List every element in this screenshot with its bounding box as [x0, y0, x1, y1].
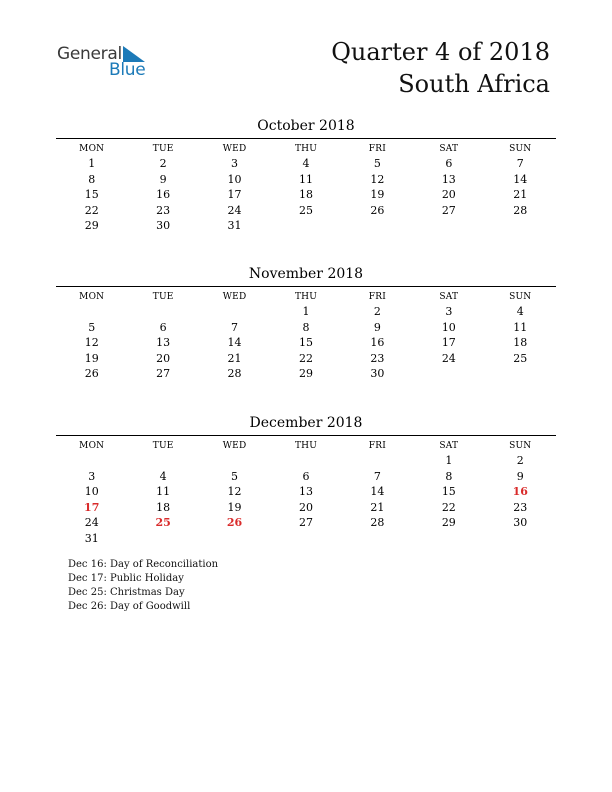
weekday-label: SUN: [509, 291, 532, 302]
day-grid: [56, 453, 556, 547]
day-cell: 4: [516, 305, 524, 318]
weekday-label: FRI: [368, 143, 386, 154]
day-cell: 2: [516, 454, 524, 467]
day-cell: 9: [159, 172, 167, 186]
day-cell: 26: [84, 367, 99, 381]
day-cell: 7: [231, 320, 239, 334]
day-cell: 11: [298, 172, 313, 186]
day-cell: 25: [513, 351, 528, 365]
weekday-label: SUN: [509, 143, 532, 154]
day-cell: 21: [227, 351, 242, 365]
empty-cell: [413, 218, 484, 234]
day-cell: 17: [227, 188, 242, 202]
day-cell: 9: [373, 320, 381, 334]
country-name: South Africa: [398, 70, 550, 98]
day-cell: 12: [370, 172, 385, 186]
day-cell: 3: [231, 157, 239, 170]
weekday-label: THU: [294, 291, 317, 302]
day-cell: 22: [441, 500, 456, 514]
weekday-label: TUE: [152, 440, 174, 451]
day-cell: 15: [441, 485, 456, 499]
weekday-label: TUE: [152, 143, 174, 154]
day-cell: 14: [370, 485, 385, 499]
day-cell: 5: [231, 469, 239, 483]
day-cell: 15: [298, 336, 313, 350]
day-grid: [56, 156, 556, 234]
weekday-label: WED: [222, 291, 247, 302]
logo-text-general: General: [57, 44, 122, 64]
empty-cell: [413, 531, 484, 547]
page-header: [331, 36, 550, 100]
day-cell: 13: [156, 336, 171, 350]
day-cell: 7: [373, 469, 381, 483]
day-cell: 25: [155, 516, 171, 530]
day-cell: 8: [88, 172, 96, 186]
day-cell: 7: [516, 157, 524, 170]
weekday-label: THU: [294, 440, 317, 451]
day-cell: 4: [159, 469, 167, 483]
day-cell: 21: [513, 188, 528, 202]
day-cell: 22: [298, 351, 313, 365]
day-cell: 30: [513, 516, 528, 530]
day-cell: 24: [441, 351, 456, 365]
day-cell: 16: [512, 485, 528, 499]
day-cell: 2: [373, 305, 381, 318]
empty-cell: [413, 366, 484, 382]
day-cell: 14: [513, 172, 528, 186]
day-cell: 13: [298, 485, 313, 499]
empty-cell: [342, 453, 413, 469]
day-cell: 18: [298, 188, 313, 202]
empty-cell: [342, 218, 413, 234]
day-cell: 22: [84, 203, 99, 217]
day-cell: 1: [302, 305, 310, 318]
empty-cell: [342, 531, 413, 547]
day-cell: 30: [370, 367, 385, 381]
empty-cell: [127, 531, 198, 547]
day-cell: 4: [302, 157, 310, 170]
day-cell: 27: [298, 516, 313, 530]
day-cell: 10: [84, 485, 99, 499]
day-cell: 30: [156, 219, 171, 233]
empty-cell: [485, 218, 556, 234]
day-cell: 26: [226, 516, 243, 530]
month-title: December 2018: [249, 415, 363, 431]
day-cell: 29: [298, 367, 313, 381]
logo-text-blue: Blue: [109, 60, 146, 80]
empty-cell: [270, 453, 341, 469]
day-cell: 18: [156, 500, 171, 514]
empty-cell: [56, 453, 127, 469]
day-cell: 11: [156, 485, 171, 499]
weekday-label: FRI: [368, 291, 386, 302]
day-cell: 1: [88, 157, 96, 170]
empty-cell: [485, 531, 556, 547]
day-cell: 24: [84, 516, 99, 530]
day-cell: 13: [441, 172, 456, 186]
day-cell: 21: [370, 500, 385, 514]
day-cell: 28: [513, 203, 528, 217]
holiday-note: Dec 16: Day of Reconciliation: [68, 559, 219, 570]
weekday-label: SAT: [439, 291, 459, 302]
month-title: October 2018: [257, 118, 355, 134]
day-cell: 20: [156, 351, 171, 365]
month-december: [56, 413, 556, 547]
weekday-label: MON: [79, 143, 105, 154]
day-cell: 31: [84, 531, 99, 545]
weekday-label: SAT: [439, 440, 459, 451]
weekday-label: MON: [79, 291, 105, 302]
holiday-note: Dec 26: Day of Goodwill: [68, 601, 191, 612]
holiday-note: Dec 25: Christmas Day: [68, 587, 185, 598]
day-cell: 29: [84, 219, 99, 233]
weekday-label: THU: [294, 143, 317, 154]
day-cell: 18: [513, 336, 528, 350]
day-cell: 23: [156, 203, 171, 217]
empty-cell: [270, 218, 341, 234]
weekday-label: WED: [222, 440, 247, 451]
empty-cell: [199, 531, 270, 547]
day-cell: 26: [370, 203, 385, 217]
day-cell: 12: [84, 336, 99, 350]
day-cell: 12: [227, 485, 242, 499]
empty-cell: [485, 366, 556, 382]
empty-cell: [56, 304, 127, 320]
day-cell: 2: [159, 157, 167, 170]
day-cell: 6: [302, 469, 310, 483]
day-cell: 3: [88, 469, 96, 483]
day-cell: 29: [441, 516, 456, 530]
divider: [56, 138, 556, 139]
day-cell: 16: [156, 188, 171, 202]
weekday-header: [56, 141, 556, 156]
day-cell: 1: [445, 454, 453, 467]
day-cell: 27: [441, 203, 456, 217]
weekday-label: FRI: [368, 440, 386, 451]
empty-cell: [127, 453, 198, 469]
day-cell: 8: [445, 469, 453, 483]
day-cell: 16: [370, 336, 385, 350]
weekday-header: [56, 289, 556, 304]
logo: [57, 44, 157, 84]
day-cell: 27: [156, 367, 171, 381]
day-cell: 23: [513, 500, 528, 514]
day-cell: 23: [370, 351, 385, 365]
day-cell: 3: [445, 305, 453, 318]
day-cell: 14: [227, 336, 242, 350]
day-cell: 31: [227, 219, 242, 233]
day-cell: 5: [88, 320, 96, 334]
day-cell: 15: [84, 188, 99, 202]
empty-cell: [127, 304, 198, 320]
month-october: [56, 116, 556, 234]
day-cell: 6: [159, 320, 167, 334]
day-cell: 19: [227, 500, 242, 514]
empty-cell: [199, 453, 270, 469]
empty-cell: [199, 304, 270, 320]
day-grid: [56, 304, 556, 382]
holiday-note: Dec 17: Public Holiday: [68, 573, 184, 584]
weekday-label: WED: [222, 143, 247, 154]
weekday-header: [56, 438, 556, 453]
weekday-label: SAT: [439, 143, 459, 154]
holiday-notes: [68, 558, 218, 614]
weekday-label: SUN: [509, 440, 532, 451]
day-cell: 17: [441, 336, 456, 350]
day-cell: 20: [298, 500, 313, 514]
month-november: [56, 264, 556, 382]
day-cell: 9: [516, 469, 524, 483]
day-cell: 24: [227, 203, 242, 217]
page-title: Quarter 4 of 2018: [331, 38, 550, 66]
day-cell: 5: [373, 157, 381, 170]
day-cell: 19: [370, 188, 385, 202]
month-title: November 2018: [248, 266, 364, 282]
weekday-label: MON: [79, 440, 105, 451]
day-cell: 11: [513, 320, 528, 334]
day-cell: 6: [445, 157, 453, 170]
day-cell: 10: [227, 172, 242, 186]
day-cell: 8: [302, 320, 310, 334]
day-cell: 19: [84, 351, 99, 365]
divider: [56, 286, 556, 287]
day-cell: 20: [441, 188, 456, 202]
empty-cell: [270, 531, 341, 547]
day-cell: 28: [227, 367, 242, 381]
day-cell: 25: [298, 203, 313, 217]
day-cell: 10: [441, 320, 456, 334]
weekday-label: TUE: [152, 291, 174, 302]
divider: [56, 435, 556, 436]
day-cell: 17: [84, 500, 100, 514]
day-cell: 28: [370, 516, 385, 530]
